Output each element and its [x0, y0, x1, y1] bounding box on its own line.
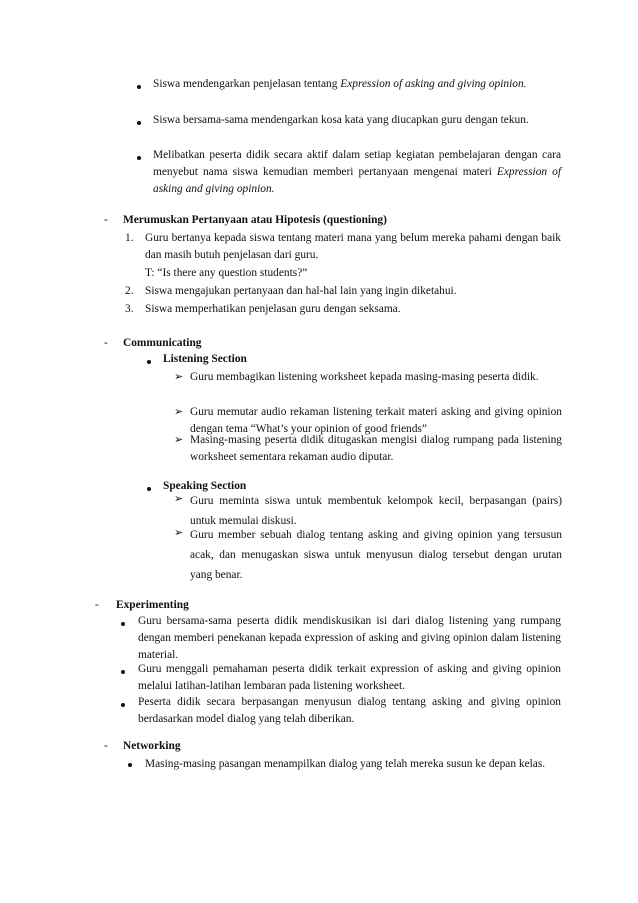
bullet-dot — [137, 85, 141, 89]
listening-item-3: Masing-masing peserta didik ditugaskan mengisi dialog rumpang pada listening worksheet sementara rekaman audio diputar. — [190, 434, 562, 464]
bullet-dot — [147, 360, 151, 364]
questioning-quote: T: “Is there any question students?” — [145, 267, 308, 279]
arrow-bullet-icon: ➢ — [174, 434, 184, 446]
list-number: 2. — [125, 285, 134, 297]
section-title-communicating: Communicating — [123, 337, 202, 349]
arrow-bullet-icon: ➢ — [174, 493, 184, 505]
experimenting-item-2: Guru menggali pemahaman peserta didik terkait expression of asking and giving opinion melalui latihan-latihan lembaran pada listening worksheet. — [138, 663, 561, 693]
bullet-dot — [121, 703, 125, 707]
speaking-section-title: Speaking Section — [163, 480, 247, 492]
bullet-dot — [121, 622, 125, 626]
experimenting-item-3: Peserta didik secara berpasangan menyusun dialog tentang asking and giving opinion berdasarkan model dialog yang telah diberikan. — [138, 696, 561, 726]
section-title-experimenting: Experimenting — [116, 599, 189, 611]
arrow-bullet-icon: ➢ — [174, 371, 184, 383]
arrow-bullet-icon: ➢ — [174, 527, 184, 539]
section-dash: - — [104, 337, 108, 349]
listening-item-2: Guru memutar audio rekaman listening terkait materi asking and giving opinion dengan tema “What’s your opinion of good friends” — [190, 406, 562, 436]
questioning-item-2: Siswa mengajukan pertanyaan dan hal-hal lain yang ingin diketahui. — [145, 285, 457, 297]
section-title-questioning: Merumuskan Pertanyaan atau Hipotesis (questioning) — [123, 214, 387, 226]
list-number: 3. — [125, 303, 134, 315]
bullet-dot — [137, 121, 141, 125]
intro-bullet-2: Siswa bersama-sama mendengarkan kosa kata yang diucapkan guru dengan tekun. — [153, 114, 529, 126]
section-dash: - — [95, 599, 99, 611]
listening-section-title: Listening Section — [163, 353, 247, 365]
list-number: 1. — [125, 232, 134, 244]
experimenting-item-1: Guru bersama-sama peserta didik mendiskusikan isi dari dialog listening yang rumpang dengan memberi penekanan kepada expression of asking and giving opinion dalam listening material. — [138, 615, 561, 662]
section-dash: - — [104, 214, 108, 226]
listening-item-1: Guru membagikan listening worksheet kepada masing-masing peserta didik. — [190, 371, 539, 383]
questioning-item-3: Siswa memperhatikan penjelasan guru dengan seksama. — [145, 303, 401, 315]
bullet-dot — [147, 487, 151, 491]
bullet-dot — [121, 670, 125, 674]
bullet-dot — [137, 156, 141, 160]
networking-item-1: Masing-masing pasangan menampilkan dialog yang telah mereka susun ke depan kelas. — [145, 758, 546, 770]
speaking-item-1: Guru meminta siswa untuk membentuk kelompok kecil, berpasangan (pairs) untuk memulai diskusi. — [190, 495, 562, 527]
intro-bullet-3: Melibatkan peserta didik secara aktif dalam setiap kegiatan pembelajaran dengan cara menyebut nama siswa kemudian memberi pertanyaan mengenai materi Expression of asking and giving opinion. — [153, 149, 561, 196]
section-dash: - — [104, 740, 108, 752]
section-title-networking: Networking — [123, 740, 181, 752]
arrow-bullet-icon: ➢ — [174, 406, 184, 418]
bullet-dot — [128, 763, 132, 767]
questioning-item-1: Guru bertanya kepada siswa tentang materi mana yang belum mereka pahami dengan baik dan masih butuh penjelasan dari guru. — [145, 232, 561, 262]
speaking-item-2: Guru member sebuah dialog tentang asking and giving opinion yang tersusun acak, dan menugaskan siswa untuk menyusun dialog tersebut dengan urutan yang benar. — [190, 529, 562, 581]
intro-bullet-1: Siswa mendengarkan penjelasan tentang Expression of asking and giving opinion. — [153, 78, 527, 90]
